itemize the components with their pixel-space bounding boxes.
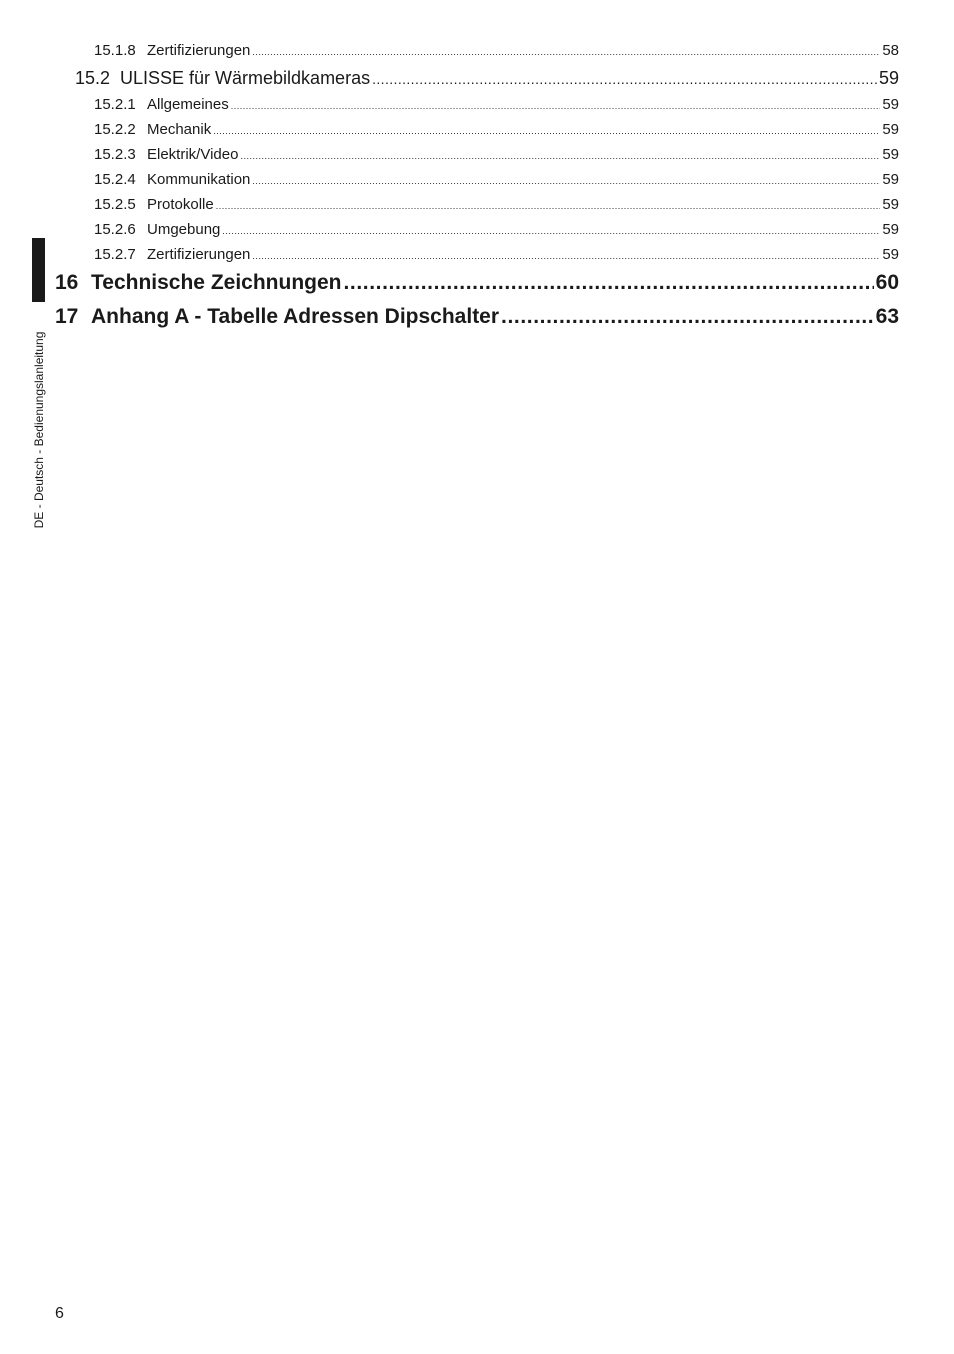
toc-dot-leader: [252, 42, 880, 59]
toc-entry-page: 59: [882, 171, 899, 188]
toc-entry-page: 59: [882, 196, 899, 213]
toc-entry-title: Zertifizierungen: [147, 246, 251, 263]
toc-entry-title: Technische Zeichnungen: [91, 271, 342, 294]
toc-entry-title: Anhang A - Tabelle Adressen Dipschalter: [91, 305, 500, 328]
toc-entry-15-2-3[interactable]: [94, 146, 899, 163]
toc-entry-17[interactable]: [55, 305, 899, 329]
toc-entry-15-2-5[interactable]: [94, 196, 899, 213]
toc-entry-number: 16: [55, 271, 79, 294]
toc-entry-number: 15.2.3: [94, 146, 136, 163]
toc-dot-leader: [216, 196, 881, 213]
toc-entry-number: 15.2.7: [94, 246, 136, 263]
toc-entry-number: 15.2.2: [94, 121, 136, 138]
toc-entry-title: Zertifizierungen: [147, 42, 251, 59]
toc-dot-leader: [240, 146, 880, 163]
toc-entry-title: Umgebung: [147, 221, 221, 238]
toc-entry-title: Kommunikation: [147, 171, 251, 188]
toc-entry-number: 15.1.8: [94, 42, 136, 59]
toc-entry-15-2-7[interactable]: [94, 246, 899, 263]
toc-entry-title: Protokolle: [147, 196, 214, 213]
toc-dot-leader: [252, 246, 880, 263]
toc-entry-title: ULISSE für Wärmebildkameras: [120, 68, 371, 88]
toc-entry-title: Elektrik/Video: [147, 146, 239, 163]
toc-entry-15-2-2[interactable]: [94, 121, 899, 138]
toc-entry-number: 15.2: [75, 68, 111, 88]
toc-dot-leader: [501, 305, 874, 329]
side-marker-bar: [32, 238, 45, 302]
side-language-label: DE - Deutsch - Bedienungslanleitung: [32, 331, 46, 529]
toc-dot-leader: [372, 68, 877, 89]
toc-entry-15-2-1[interactable]: [94, 96, 899, 113]
toc-entry-number: 17: [55, 305, 79, 328]
toc-entry-page: 59: [882, 121, 899, 138]
toc-entry-number: 15.2.6: [94, 221, 136, 238]
toc-entry-page: 59: [878, 68, 899, 88]
toc-entry-page: 60: [875, 271, 899, 294]
toc-entry-15-2[interactable]: [75, 68, 899, 89]
toc-entry-page: 58: [882, 42, 899, 59]
toc-dot-leader: [252, 171, 880, 188]
page-number: 6: [55, 1305, 64, 1322]
toc-entry-title: Mechanik: [147, 121, 212, 138]
toc-entry-16[interactable]: [55, 271, 899, 295]
toc-dot-leader: [231, 96, 881, 113]
toc-entry-page: 59: [882, 246, 899, 263]
toc-entry-15-1-8[interactable]: [94, 42, 899, 59]
toc-entry-15-2-6[interactable]: [94, 221, 899, 238]
toc-entry-page: 59: [882, 146, 899, 163]
toc-dot-leader: [222, 221, 880, 238]
toc-entry-title: Allgemeines: [147, 96, 229, 113]
toc-entry-15-2-4[interactable]: [94, 171, 899, 188]
toc-entry-page: 59: [882, 221, 899, 238]
toc-entry-number: 15.2.5: [94, 196, 136, 213]
toc-entry-page: 63: [875, 305, 899, 328]
toc-entry-number: 15.2.1: [94, 96, 136, 113]
toc-dot-leader: [213, 121, 880, 138]
toc-dot-leader: [343, 271, 873, 295]
toc-entry-number: 15.2.4: [94, 171, 136, 188]
toc-entry-page: 59: [882, 96, 899, 113]
